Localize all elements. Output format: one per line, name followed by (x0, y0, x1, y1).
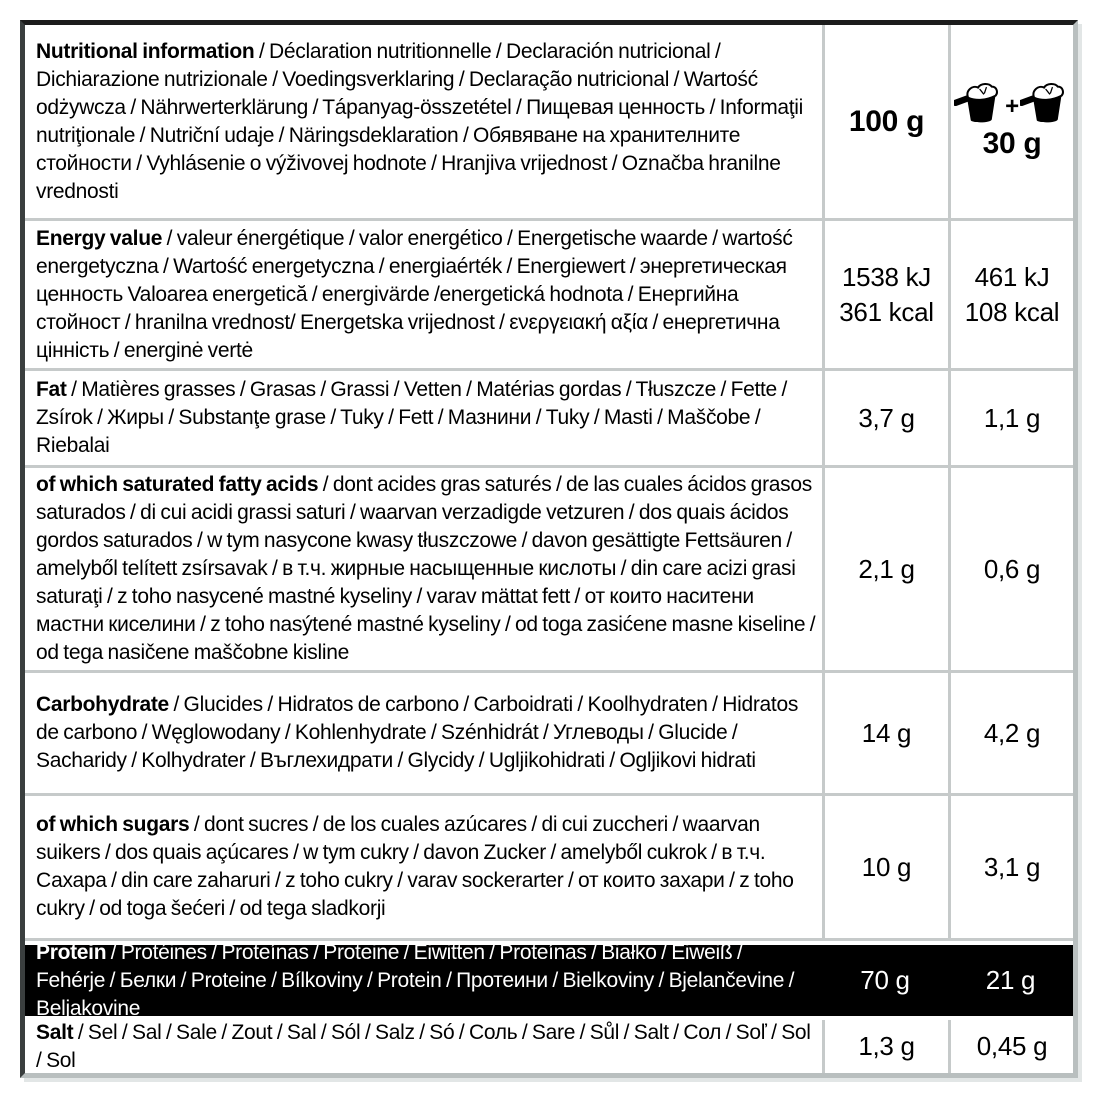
value: 2,1 g (858, 553, 915, 584)
header-title-bold: Nutritional information (36, 39, 255, 63)
row-carbohydrate (25, 670, 1073, 793)
value-per-serving-cell (948, 371, 1073, 465)
nutrient-label (36, 939, 816, 1023)
nutrient-label (36, 1019, 816, 1075)
value-kcal: 108 kcal (964, 296, 1060, 327)
value-per-100g-cell (822, 371, 948, 465)
measuring-scoop-icon (954, 83, 1004, 125)
nutrient-translations: / dont sucres / de los cuales azúcares / di cui zuccheri / waarvan suikers / dos quais açúcares / w tym cukry / davon Zucker / amelyből cukrok / в т.ч. Сахара / din care zaharuri / z toho cukry / varav sockerarter / от които захари / z toho cukry / od toga šećeri / od tega sladkorji (36, 813, 794, 920)
value: 1,3 g (858, 1031, 915, 1061)
nutrient-label (36, 691, 816, 775)
serving-scoops (954, 83, 1070, 125)
value-per-100g-cell (822, 221, 948, 368)
value-kj: 461 kJ (974, 261, 1050, 292)
nutrient-translations: / Protéines / Proteínas / Proteine / Eiwitten / Proteínas / Białko / Eiweiß / Fehérje / Белки / Proteine / Bílkoviny / Protein / Протеини / Bielkoviny / Bjelančevine / Beljakovine (36, 940, 795, 1020)
row-energy-value (25, 218, 1073, 368)
value-per-100g-cell (822, 945, 948, 1016)
value-per-100g-cell (822, 468, 948, 670)
nutrient-label (36, 471, 816, 667)
nutrient-label-cell (25, 940, 822, 1020)
value-per-100g-cell (822, 1020, 948, 1073)
nutrient-name: Fat (36, 378, 67, 401)
value: 21 g (985, 965, 1036, 995)
value: 70 g (860, 965, 910, 995)
header-title (36, 38, 816, 206)
value-per-serving-cell (948, 221, 1073, 368)
value: 3,7 g (858, 402, 915, 433)
header-title-rest: / Déclaration nutritionnelle / Declaración nutricional / Dichiarazione nutrizionale / Voedingsverklaring / Declaração nutricional / Wartość odżywcza / Nährwerterklärung / Tápanyag-összetétel / Пищевая ценность / Informaţii nutriţionale / Nutriční udaje / Näringsdeklaration / Обявяване на хранителните стойности / Vyhlásenie o výživovej hodnote / Hranjiva vrijednost / Označba hranilne vrednosti (36, 39, 804, 203)
nutrient-name: Salt (36, 1020, 74, 1044)
value-per-serving-cell (948, 945, 1073, 1016)
nutrient-name: of which saturated fatty acids (36, 473, 319, 496)
per-serving-label: 30 g (982, 126, 1042, 160)
measuring-scoop-icon (1020, 83, 1070, 125)
row-salt (25, 1020, 1073, 1073)
protein-inverted-band (25, 940, 1073, 1020)
nutrient-label-cell (25, 371, 822, 465)
nutrient-translations: / Matières grasses / Grasas / Grassi / Vetten / Matérias gordas / Tłuszcze / Fette / Zsírok / Жиры / Substanţe grase / Tuky / Fett / Мазнини / Tuky / Masti / Maščobe / Riebalai (36, 378, 788, 457)
per-serving-column-header (948, 25, 1073, 218)
value-per-serving-cell (948, 468, 1073, 670)
nutrient-name: Protein (36, 940, 107, 964)
nutrition-table (20, 20, 1078, 1078)
nutrient-label (36, 225, 816, 365)
per-100g-column-header (822, 25, 948, 218)
nutrient-translations: / dont acides gras saturés / de las cuales ácidos grasos saturados / di cui acidi grassi saturi / waarvan verzadigde vetzuren / dos quais ácidos gordos saturados / w tym nasycone kwasy tłuszczowe / davon gesättigte Fettsäuren / amelyből telített zsírsavak / в т.ч. жирные насыщенные кислоты / din care acizi grasi saturaţi / z toho nasycené mastné kyseliny / varav mättat fett / от които наситени мастни киселини / z toho nasýtené mastné kyseliny / od toga zasićene masne kiseline / od tega nasičene maščobne kisline (36, 473, 816, 664)
nutrient-label (36, 811, 816, 923)
value-kj: 1538 kJ (842, 261, 931, 292)
nutrient-translations: / Sel / Sal / Sale / Zout / Sal / Sól / Salz / Só / Соль / Sare / Sůl / Salt / Сол / Soľ / Sol / Sol (36, 1020, 811, 1072)
table-header-row (25, 25, 1073, 218)
value: 10 g (861, 851, 912, 882)
nutrient-translations: / Glucides / Hidratos de carbono / Carboidrati / Koolhydraten / Hidratos de carbono / Węglowodany / Kohlenhydrate / Szénhidrát / Углеводы / Glucide / Sacharidy / Kolhydrater / Въглехидрати / Glycidy / Ugljikohidrati / Ogljikovi hidrati (36, 693, 799, 772)
value: 3,1 g (983, 851, 1041, 882)
nutrient-name: of which sugars (36, 813, 190, 836)
value-per-100g-cell (822, 796, 948, 938)
value: 0,6 g (983, 553, 1041, 584)
value-per-serving-cell (948, 673, 1073, 793)
plus-icon: + (1005, 92, 1019, 120)
nutrient-label-cell (25, 1020, 822, 1073)
nutrient-translations: / valeur énergétique / valor energético / Energetische waarde / wartość energetyczna / Wartość energetyczna / energiaérték / Energiewert / энергетическая ценность Valoarea energetică / energivärde /energetická hodnota / Енергийна стойност / hranilna vrednost/ Energetska vrijednost / ενεργειακή αξία / енергетична цінність / energinė vertė (36, 226, 793, 362)
value: 1,1 g (983, 402, 1041, 433)
nutrient-label-cell (25, 221, 822, 368)
value-per-100g-cell (822, 673, 948, 793)
value: 4,2 g (983, 717, 1041, 748)
row-protein (25, 938, 1073, 1020)
value: 0,45 g (976, 1031, 1048, 1061)
nutrient-label-cell (25, 673, 822, 793)
nutrient-name: Energy value (36, 226, 163, 250)
row-fat (25, 368, 1073, 465)
value-per-serving-cell (948, 796, 1073, 938)
row-sugars (25, 793, 1073, 938)
value: 14 g (861, 717, 912, 748)
header-title-cell (25, 25, 822, 218)
nutrient-name: Carbohydrate (36, 693, 169, 716)
per-100g-label: 100 g (848, 104, 925, 138)
row-saturated-fatty-acids (25, 465, 1073, 670)
value-per-serving-cell (948, 1020, 1073, 1073)
nutrient-label-cell (25, 468, 822, 670)
nutrient-label-cell (25, 796, 822, 938)
value-kcal: 361 kcal (839, 296, 934, 327)
nutrient-label (36, 376, 816, 460)
